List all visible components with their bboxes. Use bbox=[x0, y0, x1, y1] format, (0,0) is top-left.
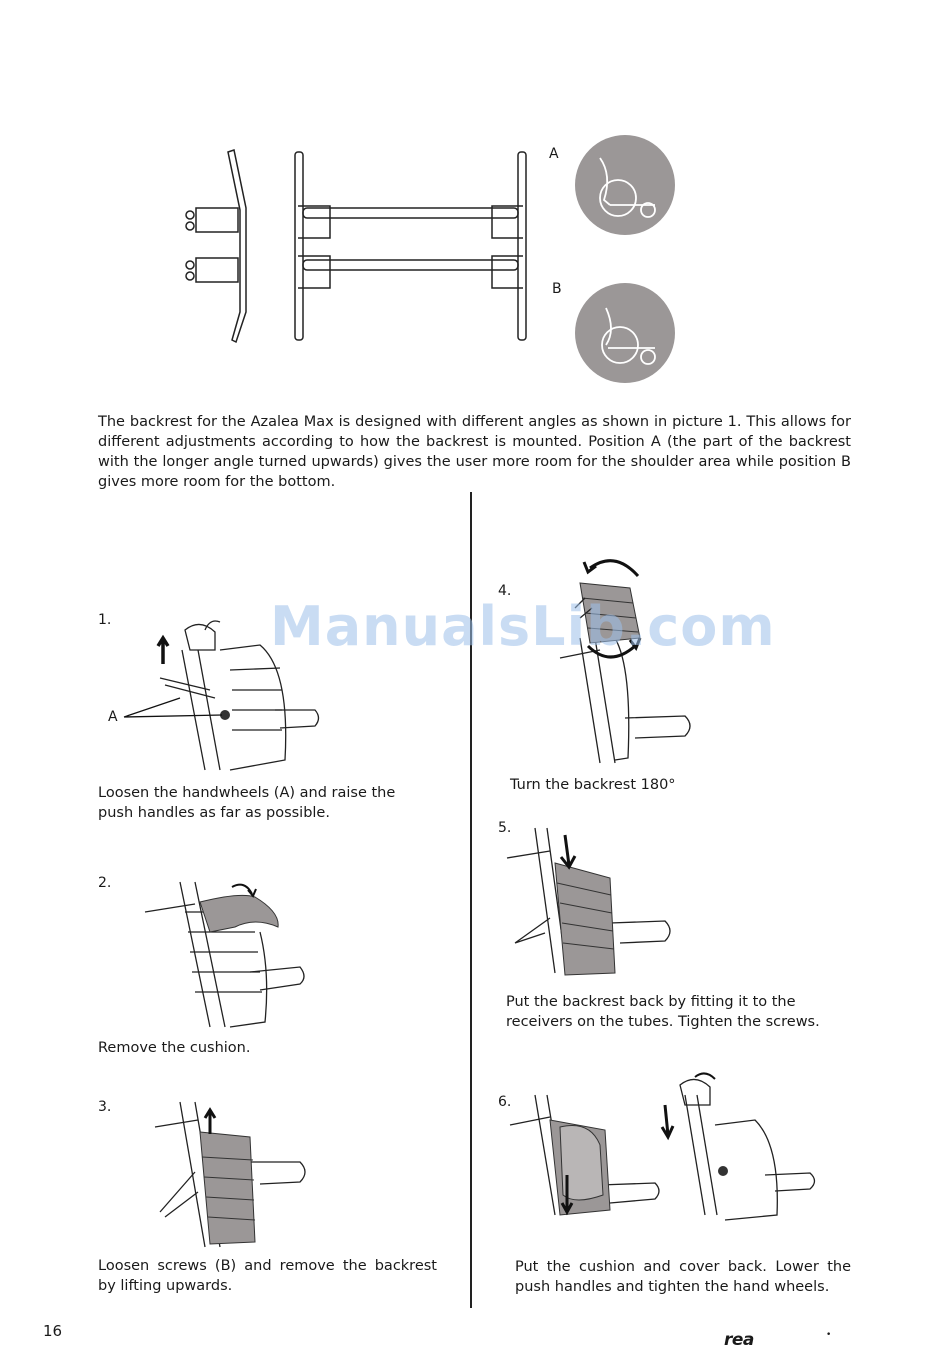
figure-label-a: A bbox=[549, 146, 559, 162]
step-4-number: 4. bbox=[498, 583, 512, 599]
figure-label-b: B bbox=[552, 281, 562, 297]
step-1-number: 1. bbox=[98, 612, 112, 628]
step-2-text: Remove the cushion. bbox=[98, 1040, 251, 1056]
step-2-number: 2. bbox=[98, 875, 112, 891]
step-1-callout: A bbox=[108, 709, 118, 725]
step-5-text: Put the backrest back by fitting it to the receivers on the tubes. Tighten the screws. bbox=[506, 994, 820, 1030]
backrest-frame-illustration bbox=[0, 0, 950, 400]
watermark: ManualsLib.com bbox=[270, 595, 776, 658]
step-4-illustration bbox=[520, 548, 700, 768]
step-6-number: 6. bbox=[498, 1094, 512, 1110]
brand-logo: rea bbox=[724, 1330, 754, 1350]
step-4-text: Turn the backrest 180° bbox=[510, 777, 676, 793]
page-number: 16 bbox=[43, 1322, 63, 1340]
step-2-illustration bbox=[140, 872, 310, 1032]
step-1-text: Loosen the handwheels (A) and raise the push handles as far as possible. bbox=[98, 785, 396, 821]
step-5-number: 5. bbox=[498, 820, 512, 836]
step-5-illustration bbox=[505, 823, 685, 983]
step-3-number: 3. bbox=[98, 1099, 112, 1115]
footer-mark: • bbox=[826, 1330, 832, 1340]
step-3-illustration bbox=[150, 1092, 320, 1252]
step-6-illustration bbox=[505, 1065, 825, 1225]
step-6-text: Put the cushion and cover back. Lower the push handles and tighten the hand wheels. bbox=[515, 1259, 851, 1295]
intro-paragraph: The backrest for the Azalea Max is designed with different angles as shown in picture 1. This allows for different adjustments according to how the backrest is mounted. Position A (the part of the backrest with the longer angle turned upwards) gives the user more room for the shoulder area while position B gives more room for the bottom. bbox=[98, 414, 851, 490]
step-3-text: Loosen screws (B) and remove the backrest by lifting upwards. bbox=[98, 1258, 437, 1294]
